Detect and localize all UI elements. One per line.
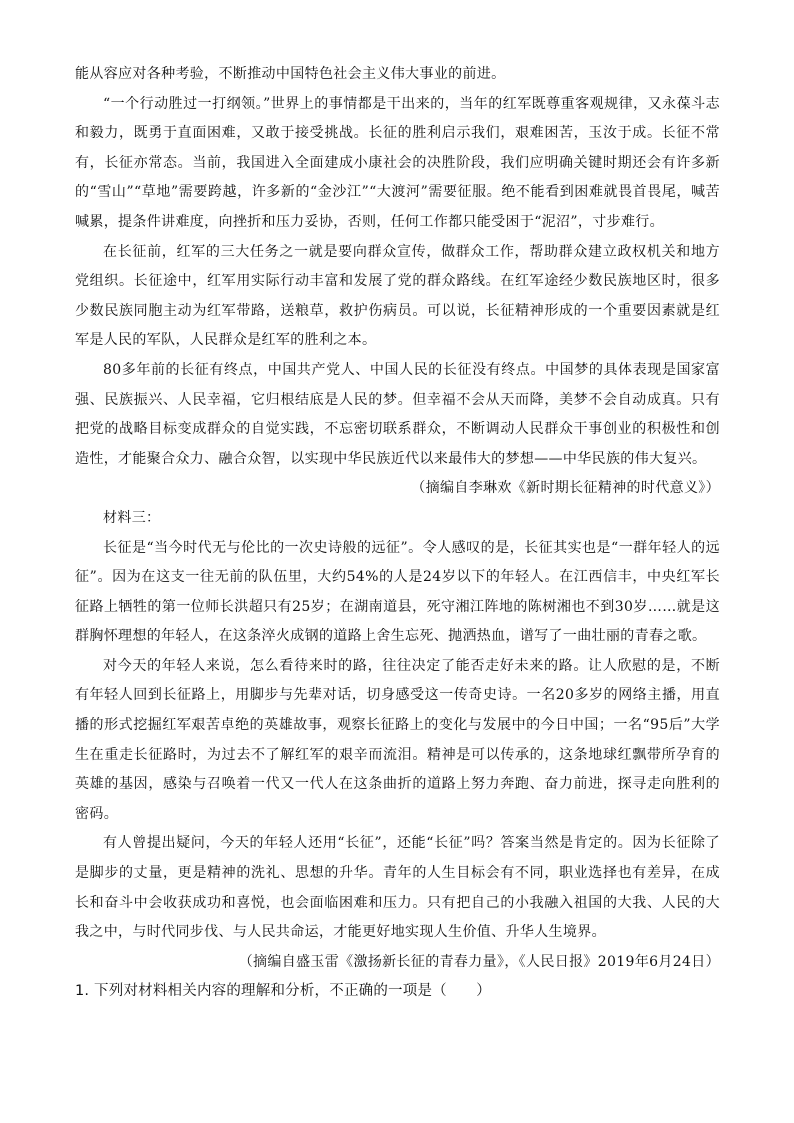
document-page [75,60,720,1007]
material2-paragraph-0: 能从容应对各种考验，不断推动中国特色社会主义伟大事业的前进。 [75,66,506,82]
material2-paragraph-2: 在长征前，红军的三大任务之一就是要向群众宣传，做群众工作，帮助群众建立政权机关和地方党组织。长征途中，红军用实际行动丰富和发展了党的群众路线。在红军途经少数民族地区时，很多少数民族同胞主动为红军带路，送粮草，救护伤病员。可以说，长征精神形成的一个重要因素就是红军是人民的军队，人民群众是红军的胜利之本。 [75,243,720,349]
material3-paragraph-2: 对今天的年轻人来说，怎么看待来时的路，往往决定了能否走好未来的路。让人欣慰的是，不断有年轻人回到长征路上，用脚步与先辈对话，切身感受这一传奇史诗。一名20多岁的网络主播，用直播的形式挖掘红军艰苦卓绝的英雄故事，观察长征路上的变化与发展中的今日中国；一名“95后”大学生在重走长征路时，为过去不了解红军的艰辛而流泪。精神是可以传承的，这条地球红飘带所孕育的英雄的基因，感染与召唤着一代又一代人在这条曲折的道路上努力奔跑、奋力前进，探寻走向胜利的密码。 [75,657,720,822]
material2-paragraph-1: “一个行动胜过一打纲领。”世界上的事情都是干出来的，当年的红军既尊重客观规律，又永葆斗志和毅力，既勇于直面困难，又敢于接受挑战。长征的胜利启示我们，艰难困苦，玉汝于成。长征不常有，长征亦常态。当前，我国进入全面建成小康社会的决胜阶段，我们应明确关键时期还会有许多新的“雪山”“草地”需要跨越，许多新的“金沙江”“大渡河”需要征服。绝不能看到困难就畏首畏尾，喊苦喊累，提条件讲难度，向挫折和压力妥协，否则，任何工作都只能受困于“泥沼”，寸步难行。 [75,95,720,230]
material3-paragraph-1: 长征是“当今时代无与伦比的一次史诗般的远征”。令人感叹的是，长征其实也是“一群年轻人的远征”。因为在这支一往无前的队伍里，大约54%的人是24岁以下的年轻人。在江西信丰，中央红军长征路上牺牲的第一位师长洪超只有25岁；在湖南道县，死守湘江阵地的陈树湘也不到30岁……就是这群胸怀理想的年轻人，在这条淬火成钢的道路上舍生忘死、抛洒热血，谱写了一曲壮丽的青春之歌。 [75,539,720,645]
material3-source: （摘编自盛玉雷《激扬新长征的青春力量》，《人民日报》2019年6月24日） [238,953,720,970]
material2-paragraph-3: 80多年前的长征有终点，中国共产党人、中国人民的长征没有终点。中国梦的具体表现是国家富强、民族振兴、人民幸福，它归根结底是人民的梦。但幸福不会从天而降，美梦不会自动成真。只有把党的战略目标变成群众的自觉实践，不忘密切联系群众，不断调动人民群众干事创业的积极性和创造性，才能聚合众力、融合众智，以实现中华民族近代以来最伟大的梦想——中华民族的伟大复兴。 [75,361,720,467]
question-1: 1. 下列对材料相关内容的理解和分析，不正确的一项是（ ） [75,983,491,1000]
material3-paragraph-3: 有人曾提出疑问，今天的年轻人还用“长征”，还能“长征”吗？答案当然是肯定的。因为长征除了是脚步的丈量，更是精神的洗礼、思想的升华。青年的人生目标会有不同，职业选择也有差异，在成长和奋斗中会收获成功和喜悦，也会面临困难和压力。只有把自己的小我融入祖国的大我、人民的大我之中，与时代同步伐、与人民共命运，才能更好地实现人生价值、升华人生境界。 [75,835,720,941]
material2-source: （摘编自李琳欢《新时期长征精神的时代意义》） [411,480,720,497]
material3-heading: 材料三： [103,509,161,526]
